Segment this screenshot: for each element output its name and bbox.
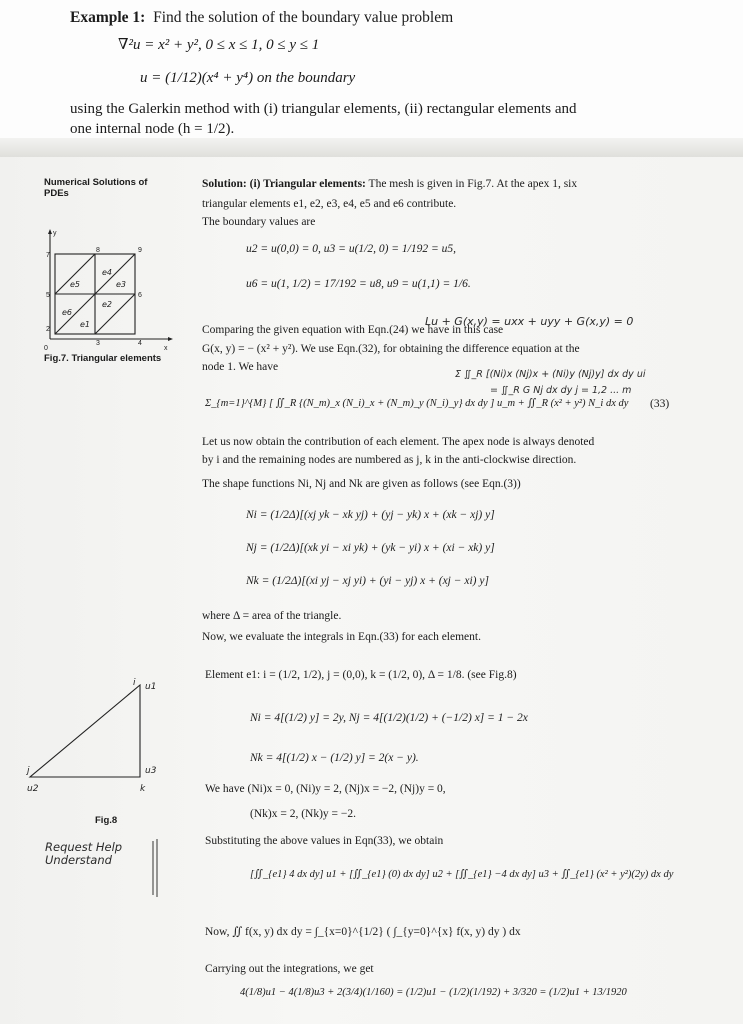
solution-line3: The boundary values are: [202, 216, 316, 228]
example-method-line1: using the Galerkin method with (i) triangular elements, (ii) rectangular elements and: [70, 101, 577, 117]
contrib-line1: Let us now obtain the contribution of each element. The apex node is always denoted: [202, 436, 595, 448]
boundary-values-1: u2 = u(0,0) = 0, u3 = u(1/2, 0) = 1/192 = u5,: [246, 243, 457, 255]
fig8-label-u3: u3: [145, 766, 157, 776]
fig8-label-k: k: [140, 784, 146, 794]
book-title: Numerical Solutions of PDEs: [44, 177, 148, 199]
fig7-x-axis-label: x: [164, 345, 168, 352]
fig7-node-label-9: 9: [138, 247, 142, 254]
substitution-line: Substituting the above values in Eqn(33), we obtain: [205, 835, 444, 847]
margin-handwritten-note: Request Help Understand: [45, 840, 123, 867]
element-e1-Nk: Nk = 4[(1/2) x − (1/2) y] = 2(x − y).: [250, 752, 419, 764]
derivatives-line2: (Nk)x = 2, (Nk)y = −2.: [250, 808, 357, 820]
fig7-node-label-7: 7: [46, 252, 50, 259]
fig7-node-label-5: 5: [46, 292, 50, 299]
solution-line2: triangular elements e1, e2, e3, e4, e5 and e6 contribute.: [202, 198, 457, 210]
example-heading-line: [70, 9, 453, 27]
compare-line3: node 1. We have: [202, 361, 279, 373]
fig7-triangular-mesh: [40, 229, 175, 359]
solution-intro-text: The mesh is given in Fig.7. At the apex 1, six: [365, 178, 578, 190]
fig8-label-u2: u2: [27, 784, 39, 794]
solution-intro-heading: Solution: (i) Triangular elements:: [202, 178, 366, 190]
contrib-line2: by i and the remaining nodes are numbered as j, k in the anti-clockwise direction.: [202, 454, 577, 466]
fig8-caption: Fig.8: [95, 815, 118, 826]
fig7-element-e3: e3: [116, 280, 127, 289]
substitution-equation: [∬_{e1} 4 dx dy] u1 + [∬_{e1} (0) dx dy] u2 + [∬_{e1} −4 dx dy] u3 + ∬_{e1} (x² + y²)(2y) dx dy: [250, 869, 674, 880]
fig7-node-label-3: 3: [96, 340, 100, 347]
margin-note-bracket: [150, 839, 162, 899]
fig7-node-label-2: 2: [46, 326, 50, 333]
area-definition: where Δ = area of the triangle.: [202, 610, 342, 622]
fig7-origin-label: 0: [44, 345, 48, 352]
example-pde: ∇²u = x² + y², 0 ≤ x ≤ 1, 0 ≤ y ≤ 1: [118, 37, 320, 53]
fig7-node-label-4: 4: [138, 340, 142, 347]
shape-function-Nj: Nj = (1/2Δ)[(xk yi − xi yk) + (yk − yi) x + (xi − xk) y]: [246, 542, 495, 554]
example-bc: u = (1/12)(x⁴ + y⁴) on the boundary: [140, 70, 356, 86]
fig7-node-label-6: 6: [138, 292, 142, 299]
element-e1-definition: Element e1: i = (1/2, 1/2), j = (0,0), k = (1/2, 0), Δ = 1/8. (see Fig.8): [205, 669, 517, 681]
element-e1-Ni-Nj: Ni = 4[(1/2) y] = 2y, Nj = 4[(1/2)(1/2) + (−1/2) x] = 1 − 2x: [250, 712, 528, 724]
fig7-y-axis-label: y: [53, 230, 57, 237]
example-heading: Example 1:: [70, 9, 146, 26]
integration-formula: Now, ∬ f(x, y) dx dy = ∫_{x=0}^{1/2} ( ∫_{y=0}^{x} f(x, y) dy ) dx: [205, 926, 521, 938]
fig7-element-e6: e6: [62, 308, 73, 317]
compare-line1: Comparing the given equation with Eqn.(24) we have in this case: [202, 324, 504, 336]
example-method-line2: one internal node (h = 1/2).: [70, 121, 235, 137]
fig8-label-i: i: [133, 678, 136, 688]
fig8-triangle: [25, 677, 185, 802]
shape-function-Ni: Ni = (1/2Δ)[(xj yk − xk yj) + (yj − yk) x + (xk − xj) y]: [246, 509, 495, 521]
evaluate-line: Now, we evaluate the integrals in Eqn.(33) for each element.: [202, 631, 481, 643]
fig8-label-j: j: [27, 766, 30, 776]
handwritten-note-2: Σ ∬_R [(Ni)x (Nj)x + (Ni)y (Nj)y] dx dy ui: [455, 368, 646, 380]
fig7-element-e2: e2: [102, 300, 113, 309]
shape-function-Nk: Nk = (1/2Δ)[(xi yj − xj yi) + (yi − yj) x + (xj − xi) y]: [246, 575, 489, 587]
shape-functions-intro: The shape functions Ni, Nj and Nk are given as follows (see Eqn.(3)): [202, 478, 521, 490]
final-equation: 4(1/8)u1 − 4(1/8)u3 + 2(3/4)(1/160) = (1/2)u1 − (1/2)(1/192) + 3/320 = (1/2)u1 + 13/1920: [240, 987, 627, 998]
fig8-label-u1: u1: [145, 682, 157, 692]
fig7-element-e1: e1: [80, 320, 91, 329]
fig7-element-e4: e4: [102, 268, 113, 277]
book-page: [0, 157, 743, 1024]
solution-intro-line: [202, 177, 577, 191]
boundary-values-2: u6 = u(1, 1/2) = 17/192 = u8, u9 = u(1,1) = 1/6.: [246, 278, 471, 290]
compare-line2: G(x, y) = − (x² + y²). We use Eqn.(32), for obtaining the difference equation at the: [202, 343, 580, 355]
fig7-caption: Fig.7. Triangular elements: [44, 353, 162, 364]
top-problem-sheet: [0, 0, 743, 150]
example-problem-line: Find the solution of the boundary value problem: [153, 9, 454, 26]
handwritten-note-1: Lu + G(x,y) = uxx + uyy + G(x,y) = 0: [425, 315, 634, 328]
fig7-node-label-8: 8: [96, 247, 100, 254]
derivatives-line1: We have (Ni)x = 0, (Ni)y = 2, (Nj)x = −2, (Nj)y = 0,: [205, 783, 446, 795]
equation-33-number: (33): [650, 398, 670, 410]
equation-33: Σ_{m=1}^{M} [ ∬_R {(N_m)_x (N_i)_x + (N_m)_y (N_i)_y} dx dy ] u_m + ∬_R (x² + y²) N_i dx dy: [205, 398, 629, 409]
fig7-element-e5: e5: [70, 280, 81, 289]
carrying-out-line: Carrying out the integrations, we get: [205, 963, 374, 975]
handwritten-note-3: = ∬_R G Nj dx dy j = 1,2 ... m: [490, 384, 632, 396]
